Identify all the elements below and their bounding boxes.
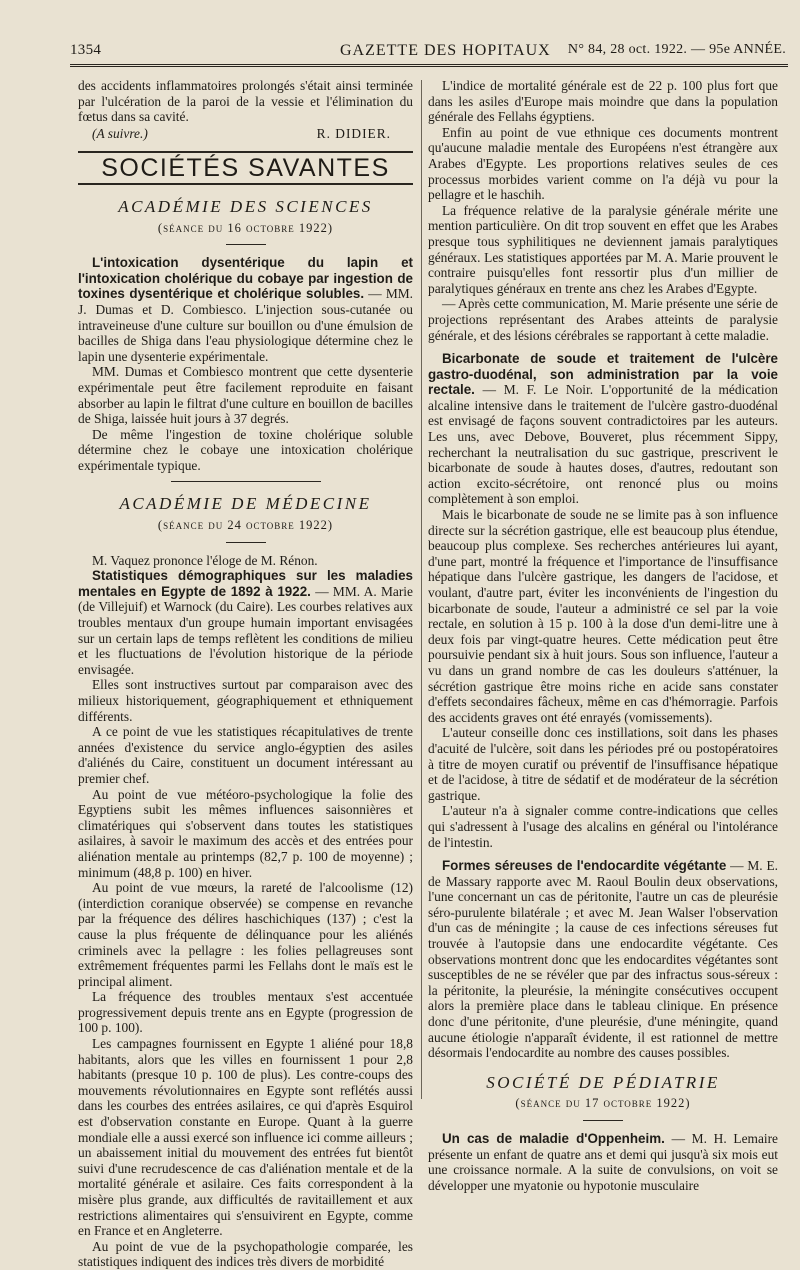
left-column (78, 78, 413, 1270)
body-paragraph: — Après cette communication, M. Marie présente une série de projections représentant des Arabes atteints de paralysie générale, et des lésions cérébrales se rapportant à cette maladie. (428, 296, 778, 343)
journal-title: GAZETTE DES HOPITAUX (340, 42, 551, 59)
article-paragraph (428, 858, 778, 1061)
article-paragraph (78, 255, 413, 364)
body-text: L'opportunité de la médication alcaline intensive dans le traitement de l'ulcère gastro-duodénal est envisagé de façons souvent contradictoires par les auteurs. Les uns, avec Debove, Bouveret, plus récemment Sippy, recherchant la neutralisation du suc gastrique, prescrivent le bicarbonate de soude à hautes doses, d'autres, redoutant son action excito-sécrétoire, ont renoncé plus ou moins complètement à son emploi. (428, 382, 778, 507)
body-paragraph: L'auteur conseille donc ces instillations, soit dans les phases d'acuité de l'ulcère, soit dans les périodes pré ou postopératoires à titre de moyen curatif ou préventif de l'insuffisance hépatique et de l'acidose, à titre de sédatif et de modérateur de la sécrétion gastrique. (428, 725, 778, 803)
body-paragraph: Enfin au point de vue ethnique ces documents montrent qu'aucune maladie mentale des Européens n'est étrangère aux Arabes d'Egypte. Les proportions relatives seules de ces processus morbides varient comme on l'a déjà vu pour la pellagre et le haschih. (428, 124, 778, 203)
society-pediatrie-heading: SOCIÉTÉ DE PÉDIATRIE (486, 1072, 720, 1092)
body-paragraph: Au point de vue mœurs, la rareté de l'alcoolisme (12) (interdiction coranique observée) se compense en revanche par la fréquence des délires haschichiques (137) ; c'est la cause la plus fréquente de délinquance pour les aliénés criminels avec la pellagre : les folies pellagreuses sont extrêmement fréquentes parmi les Fellahs dont le maïs est le principal aliment. (78, 880, 413, 989)
article-title: Un cas de maladie d'Oppenheim. (442, 1131, 665, 1146)
divider (226, 542, 266, 543)
article-authors: — MM. J. Dumas et D. Combiesco. (78, 286, 413, 317)
body-paragraph: Au point de vue météoro-psychologique la folie des Egyptiens subit les mêmes influences saisonnières et climatériques qui s'observent dans toutes les statistiques asilaires, à savoir le maximum des accès et des entrées pour aliénation mentale au printemps (82,7 p. 100 de moyenne) ; minimum (48,8 p. 100) en hiver. (78, 786, 413, 880)
body-paragraph: A ce point de vue les statistiques récapitulatives de trente années d'existence du service anglo-égyptien des asiles d'aliénés du Caire, constituent un document intéressant au premier chef. (78, 724, 413, 786)
session-date: (séance du 16 octobre 1922) (157, 220, 334, 235)
divider (583, 1120, 623, 1121)
article-authors: — M. F. Le Noir. (482, 382, 594, 398)
article-authors: — M. E. de Massary (428, 858, 778, 889)
body-paragraph: De même l'ingestion de toxine cholérique soluble détermine chez le cobaye une intoxication cholérique expérimentale typique. (78, 426, 413, 473)
intro-text: des accidents inflammatoires prolongés s'était ainsi terminée par l'ulcération de la paroi de la vessie et l'élimination du fœtus dans sa cavité. (78, 78, 413, 125)
body-paragraph: L'auteur n'a à signaler comme contre-indications que celles qui s'adressent à l'usage des alcalins en général ou l'intolérance de l'intestin. (428, 803, 778, 850)
section-title: SOCIÉTÉS SAVANTES (78, 151, 413, 185)
body-paragraph: La fréquence des troubles mentaux s'est accentuée progressivement depuis trente ans en Egypte (progression de 100 p. 100). (78, 989, 413, 1036)
session-date: (séance du 24 octobre 1922) (157, 518, 334, 533)
body-paragraph: L'indice de mortalité générale est de 22 p. 100 plus fort que dans les asiles d'Europe mais moindre que dans la population générale des Fellahs égyptiens. (428, 78, 778, 125)
body-paragraph: Mais le bicarbonate de soude ne se limite pas à son influence directe sur la sécrétion gastrique, elle est beaucoup plus étendue, beaucoup plus complexe. Ses recherches antérieures lui ayant, d'une part, montré la fréquence et l'importance de l'insuffisance hépatique dans l'ulcère gastrique, les dangers de l'acidose, et voulant, d'autre part, éviter les inconvénients de l'ingestion du bicarbonate de soude, l'auteur a administré ce sel par la voie rectale, en solution à 15 p. 100 à la dose d'un demi-litre une à deux fois par vingt-quatre heures. Cette médication peut être poursuivie pendant six à huit jours. Sous son influence, l'auteur a vu dans un grand nombre de cas les douleurs s'atténuer, la sécrétion gastrique être moins riche en acide sans constater d'effets secondaires fâcheux, même en cas d'hémorragie. Parfois des accidents graves ont été enrayés (vomissements). (428, 507, 778, 725)
article-title: Formes séreuses de l'endocardite végétante (442, 858, 727, 874)
body-paragraph: Les campagnes fournissent en Egypte 1 aliéné pour 18,8 habitants, alors que les villes en fournissent 1 pour 2,8 habitants (presque 10 p. 100 de plus). Les contre-coups des mouvements révolutionnaires en Egypte sont reflétés aussi dans les courbes des entrées asilaires, ce qui d'après Esquirol est d'observation constante en Europe. Quant à la guerre mondiale elle a aussi exercé son influence ici comme ailleurs ; un abaissement initial du mouvement des entrées fut bientôt suivi d'une recrudescence de cas d'aliénation mentale et de la mortalité générale et asilaire. Ces faits correspondent à la misère plus grande, aux difficultés de ravitaillement et aux restrictions alimentaires qui s'ensuivirent en Egypte, comme en France et en Angleterre. (78, 1036, 413, 1239)
article-title: L'intoxication dysentérique du lapin et l'intoxication cholérique du cobaye par ingestion de toxines dysentérique et cholérique solubles. (78, 255, 413, 302)
to-be-continued: (A suivre.) (92, 125, 148, 141)
body-text: L'injection sous-cutanée ou intraveineuse d'une culture sur bouillon ou d'une émulsion de bacilles de Shiga dans l'eau physiologique détermine chez le lapin une dysenterie expérimentale. (78, 301, 413, 364)
body-text: présente un enfant de quatre ans et demi qui jusqu'à six mois eut une croissance normale. A la suite de convulsions, on voit se développer une myatonie ou hypotonie musculaire (428, 1146, 778, 1193)
column-separator (421, 80, 422, 1099)
divider (226, 244, 266, 245)
academy-medecine-heading: ACADÉMIE DE MÉDECINE (119, 494, 372, 514)
body-paragraph: La fréquence relative de la paralysie générale mérite une mention particulière. On dit trop souvent en effet que les Arabes presque tous syphilitiques ne deviennent jamais paralytiques généraux. Les statistiques apportées par M. A. Marie prouvent le contraire puisqu'elles font ressortir plus d'un millier de paralytiques généraux en trente ans chez les Arabes d'Egypte. (428, 202, 778, 296)
session-date: (séance du 17 octobre 1922) (515, 1096, 691, 1111)
article-paragraph (428, 1131, 778, 1193)
right-column (428, 78, 779, 1193)
issue-info: N° 84, 28 oct. 1922. — 95e ANNÉE. (567, 42, 786, 57)
article-title: Statistiques démographiques sur les maladies mentales en Egypte de 1892 à 1922. (78, 568, 413, 599)
article-authors: — M. H. Lemaire (671, 1131, 779, 1146)
article-authors: — MM. A. Marie (de Villejuif) et Warnock (du Caire). (78, 583, 413, 615)
body-paragraph: Elles sont instructives surtout par comparaison avec des milieux historiquement, géographiquement et ethniquement différents. (78, 677, 413, 724)
body-text: Les courbes relatives aux troubles mentaux d'un groupe humain important envisagées sur un certain laps de temps reflètent les conditions de milieu et les fluctuations de l'évolution historique de la période envisagée. (78, 599, 413, 677)
body-paragraph: MM. Dumas et Combiesco montrent que cette dysenterie expérimentale peut être facilement reproduite en faisant absorber au lapin le filtrat d'une culture en bouillon de bacilles de Shiga, laissée huit jours à 37 degrés. (78, 364, 413, 427)
article-paragraph (428, 351, 778, 507)
academy-sciences-heading: ACADÉMIE DES SCIENCES (118, 196, 373, 216)
article-paragraph (78, 568, 413, 677)
signature-line (78, 126, 413, 142)
body-paragraph: Au point de vue de la psychopathologie comparée, les statistiques indiquent des indices très divers de morbidité (78, 1238, 413, 1270)
body-text: rapporte avec M. Raoul Boulin deux observations, l'une concernant un cas de péritonite, l'autre un cas de pleurésie séro-purulente bilatérale ; et avec M. Jean Walser l'observation d'un cas de méningite ; la cause de ces infections séreuses fut trouvée à l'autopsie dans une endocardite végétante. Ces observations montrent donc que les endocardites végétantes sont susceptibles de ne se révéler que par des infractus sous-séreux : la péritonite, la pleurésie, la méningite consécutives occupent alors la première place dans le tableau clinique. En présence donc d'une péritonite, d'une pleurésie, d'une méningite, quand aucune étiologie n'apparaît évidente, il est rationnel de mettre désormais l'endocardite au nombre des causes possibles. (428, 873, 779, 1061)
eloge-paragraph: M. Vaquez prononce l'éloge de M. Rénon. (92, 552, 318, 568)
page-number: 1354 (70, 42, 102, 58)
page-header (70, 36, 788, 66)
article-title: Bicarbonate de soude et traitement de l'ulcère gastro-duodénal, son administration par la voie rectale. (428, 351, 778, 398)
article-author: R. DIDIER. (316, 125, 391, 141)
divider (171, 481, 321, 482)
header-rule (70, 64, 788, 67)
